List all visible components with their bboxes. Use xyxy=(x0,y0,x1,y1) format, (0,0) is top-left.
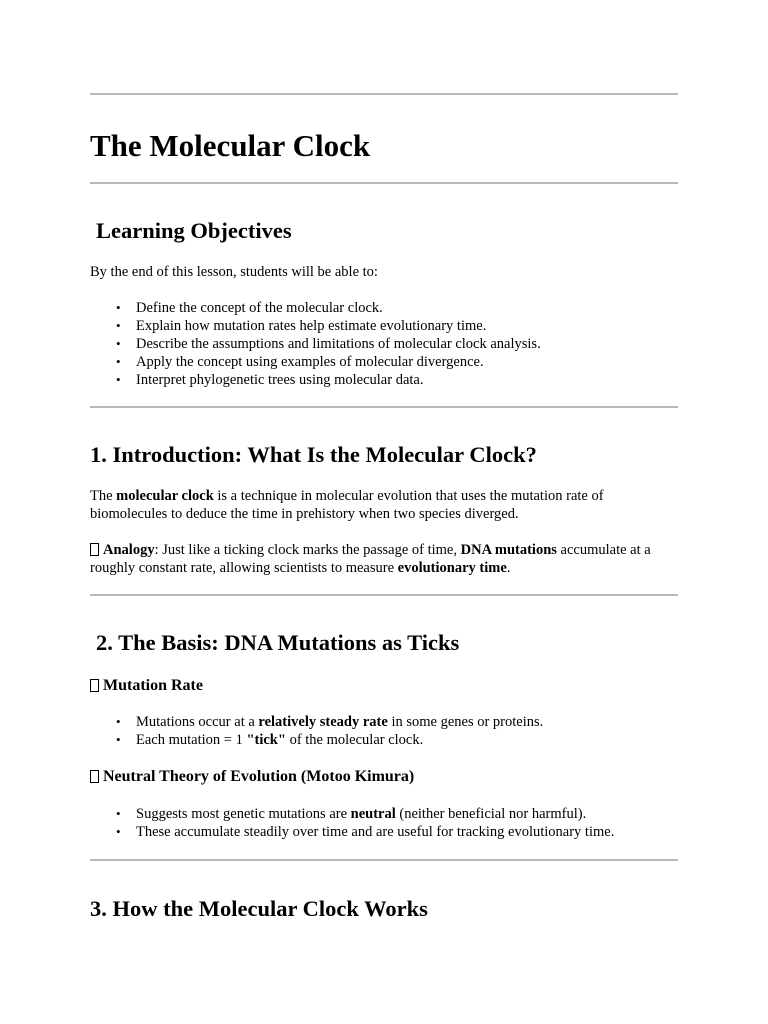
list-item: • Define the concept of the molecular clock. xyxy=(136,299,696,317)
list-item: • Mutations occur at a relatively steady rate in some genes or proteins. xyxy=(136,713,696,731)
list-item: • Describe the assumptions and limitations of molecular clock analysis. xyxy=(136,335,696,353)
missing-glyph-icon xyxy=(90,679,99,692)
objectives-list xyxy=(90,299,696,389)
page-title: The Molecular Clock xyxy=(90,128,371,163)
mutation-rate-list xyxy=(90,713,696,749)
divider xyxy=(90,406,678,408)
section-1-heading: 1. Introduction: What Is the Molecular Clock? xyxy=(90,442,537,467)
section-2-heading: 2. The Basis: DNA Mutations as Ticks xyxy=(96,630,460,655)
objectives-intro: By the end of this lesson, students will be able to: xyxy=(90,264,378,280)
list-item: • Apply the concept using examples of molecular divergence. xyxy=(136,353,696,371)
list-item: • Each mutation = 1 "tick" of the molecular clock. xyxy=(136,731,696,749)
divider xyxy=(90,594,678,596)
mutation-rate-heading: Mutation Rate xyxy=(90,676,203,696)
missing-glyph-icon xyxy=(90,770,99,783)
section-3-heading: 3. How the Molecular Clock Works xyxy=(90,896,428,921)
analogy-paragraph: Analogy: Just like a ticking clock marks the passage of time, DNA mutations accumulate at a roughly constant rate, allowing scientists to measure evolutionary time. xyxy=(90,542,651,576)
divider xyxy=(90,182,678,184)
neutral-theory-list xyxy=(90,805,696,841)
list-item: • Explain how mutation rates help estimate evolutionary time. xyxy=(136,317,696,335)
section-1-paragraph: The molecular clock is a technique in molecular evolution that uses the mutation rate of biomolecules to deduce the time in prehistory when two species diverged. xyxy=(90,488,604,522)
divider xyxy=(90,93,678,95)
list-item: • These accumulate steadily over time and are useful for tracking evolutionary time. xyxy=(136,823,696,841)
list-item: • Interpret phylogenetic trees using molecular data. xyxy=(136,371,696,389)
list-item: • Suggests most genetic mutations are neutral (neither beneficial nor harmful). xyxy=(136,805,696,823)
objectives-heading: Learning Objectives xyxy=(96,218,292,243)
neutral-theory-heading: Neutral Theory of Evolution (Motoo Kimura) xyxy=(90,767,414,787)
divider xyxy=(90,859,678,861)
missing-glyph-icon xyxy=(90,543,99,556)
